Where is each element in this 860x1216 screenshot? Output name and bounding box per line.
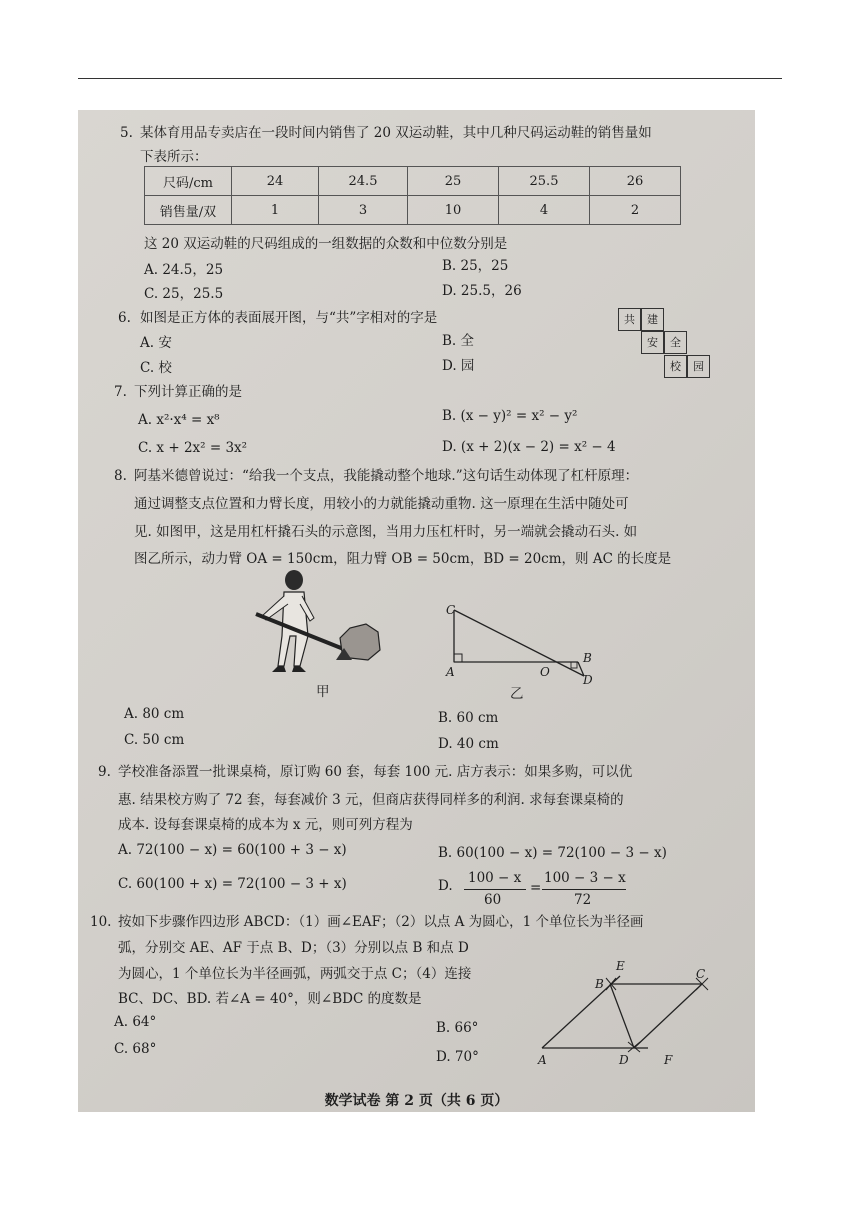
q10-line-1: 按如下步骤作四边形 ABCD：（1）画∠EAF；（2）以点 A 为圆心，1 个单位长为半径画 — [118, 914, 644, 930]
point-label-d: D — [619, 1053, 629, 1067]
q9-number: 9. — [98, 764, 111, 780]
point-label-a: A — [538, 1053, 547, 1067]
point-label-e: E — [616, 959, 625, 973]
q6-option-b: B. 全 — [442, 333, 475, 349]
figure-label-jia: 甲 — [316, 684, 330, 700]
point-label-o: O — [540, 665, 550, 679]
table-cell: 1 — [232, 196, 319, 225]
q9-line-3: 成本. 设每套课桌椅的成本为 x 元，则可列方程为 — [118, 817, 413, 833]
q5-option-c: C. 25，25.5 — [144, 286, 224, 302]
fraction-numerator: 100 − 3 − x — [544, 870, 626, 886]
table-cell: 26 — [590, 167, 681, 196]
q8-option-d: D. 40 cm — [438, 736, 499, 752]
q8-number: 8. — [114, 468, 127, 484]
q9-option-c: C. 60(100 + x) = 72(100 − 3 + x) — [118, 876, 347, 892]
header-rule — [78, 78, 782, 79]
q10-line-2: 弧，分别交 AE、AF 于点 B、D；（3）分别以点 B 和点 D — [118, 940, 469, 956]
row-header-size: 尺码/cm — [145, 167, 232, 196]
point-label-c: C — [696, 967, 706, 981]
point-label-b: B — [595, 977, 604, 991]
q8-option-b: B. 60 cm — [438, 710, 499, 726]
table-cell: 2 — [590, 196, 681, 225]
fraction-numerator: 100 − x — [468, 870, 522, 886]
q5-option-a: A. 24.5，25 — [144, 262, 224, 278]
q7-option-b: B. (x − y)² = x² − y² — [442, 408, 578, 424]
point-label-f: F — [664, 1053, 673, 1067]
q5-option-d: D. 25.5，26 — [442, 283, 522, 299]
table-row — [145, 196, 681, 225]
q6-option-a: A. 安 — [140, 335, 172, 351]
q9-option-a: A. 72(100 − x) = 60(100 + 3 − x) — [118, 842, 347, 858]
fraction-denominator: 60 — [484, 892, 502, 908]
net-cell: 共 — [618, 308, 641, 331]
q5-number: 5. — [120, 125, 133, 141]
table-cell: 25.5 — [499, 167, 590, 196]
row-header-sales: 销售量/双 — [145, 196, 232, 225]
fraction-bar — [542, 889, 626, 890]
q8-line-3: 见. 如图甲，这是用杠杆撬石头的示意图，当用力压杠杆时，另一端就会撬动石头. 如 — [134, 524, 638, 540]
q8-line-4: 图乙所示，动力臂 OA = 150cm，阻力臂 OB = 50cm，BD = 20cm，则 AC 的长度是 — [134, 551, 672, 567]
point-label-d: D — [583, 673, 593, 687]
table-row — [145, 167, 681, 196]
q6-stem: 如图是正方体的表面展开图，与“共”字相对的字是 — [140, 310, 438, 326]
q7-number: 7. — [114, 384, 127, 400]
q10-option-d: D. 70° — [436, 1049, 479, 1065]
q9-line-1: 学校准备添置一批课桌椅，原订购 60 套，每套 100 元. 店方表示：如果多购，可以优 — [118, 764, 633, 780]
q5-stem-line2: 下表所示： — [140, 149, 208, 165]
net-cell: 全 — [664, 331, 687, 354]
table-cell: 24 — [232, 167, 319, 196]
q10-option-c: C. 68° — [114, 1041, 157, 1057]
q5-option-b: B. 25，25 — [442, 258, 509, 274]
net-cell: 校 — [664, 355, 687, 378]
lever-triangle-diagram — [438, 602, 598, 692]
table-cell: 4 — [499, 196, 590, 225]
fraction-bar — [464, 889, 526, 890]
exam-page-photo — [78, 110, 755, 1112]
point-label-c: C — [446, 603, 456, 617]
point-label-a: A — [446, 665, 455, 679]
q9-line-2: 惠. 结果校方购了 72 套，每套减价 3 元，但商店获得同样多的利润. 求每套课桌椅的 — [118, 792, 624, 808]
q9-option-b: B. 60(100 − x) = 72(100 − 3 − x) — [438, 845, 667, 861]
page-footer: 数学试卷 第 2 页（共 6 页） — [324, 1093, 509, 1109]
q10-option-b: B. 66° — [436, 1020, 479, 1036]
q9-option-d-equation — [464, 868, 664, 910]
q6-option-d: D. 园 — [442, 358, 475, 374]
q10-line-4: BC、DC、BD. 若∠A = 40°，则∠BDC 的度数是 — [118, 991, 422, 1007]
q6-number: 6. — [118, 310, 131, 326]
point-label-b: B — [583, 651, 592, 665]
q6-option-c: C. 校 — [140, 360, 172, 376]
q8-option-a: A. 80 cm — [124, 706, 185, 722]
table-cell: 3 — [319, 196, 408, 225]
net-cell: 安 — [641, 331, 664, 354]
lever-man-illustration — [254, 566, 384, 686]
q8-line-1: 阿基米德曾说过：“给我一个支点，我能撬动整个地球.”这句话生动体现了杠杆原理： — [134, 468, 639, 484]
q5-stem-line1: 某体育用品专卖店在一段时间内销售了 20 双运动鞋，其中几种尺码运动鞋的销售量如 — [140, 125, 652, 141]
net-cell: 园 — [687, 355, 710, 378]
equals-sign: = — [530, 880, 542, 896]
q7-option-a: A. x²·x⁴ = x⁸ — [138, 412, 220, 428]
figure-label-yi: 乙 — [510, 686, 524, 702]
q7-option-d: D. (x + 2)(x − 2) = x² − 4 — [442, 439, 616, 455]
q7-stem: 下列计算正确的是 — [134, 384, 242, 400]
table-cell: 10 — [408, 196, 499, 225]
q8-option-c: C. 50 cm — [124, 732, 185, 748]
q9-option-d: D. — [438, 878, 453, 894]
table-cell: 25 — [408, 167, 499, 196]
q10-option-a: A. 64° — [114, 1014, 157, 1030]
fraction-denominator: 72 — [574, 892, 592, 908]
q10-number: 10. — [90, 914, 112, 930]
q7-option-c: C. x + 2x² = 3x² — [138, 440, 248, 456]
table-cell: 24.5 — [319, 167, 408, 196]
q5-question: 这 20 双运动鞋的尺码组成的一组数据的众数和中位数分别是 — [144, 236, 508, 252]
q8-line-2: 通过调整支点位置和力臂长度，用较小的力就能撬动重物. 这一原理在生活中随处可 — [134, 496, 629, 512]
q10-line-3: 为圆心，1 个单位长为半径画弧，两弧交于点 C；（4）连接 — [118, 966, 472, 982]
net-cell: 建 — [641, 308, 664, 331]
q5-size-table — [144, 166, 681, 225]
